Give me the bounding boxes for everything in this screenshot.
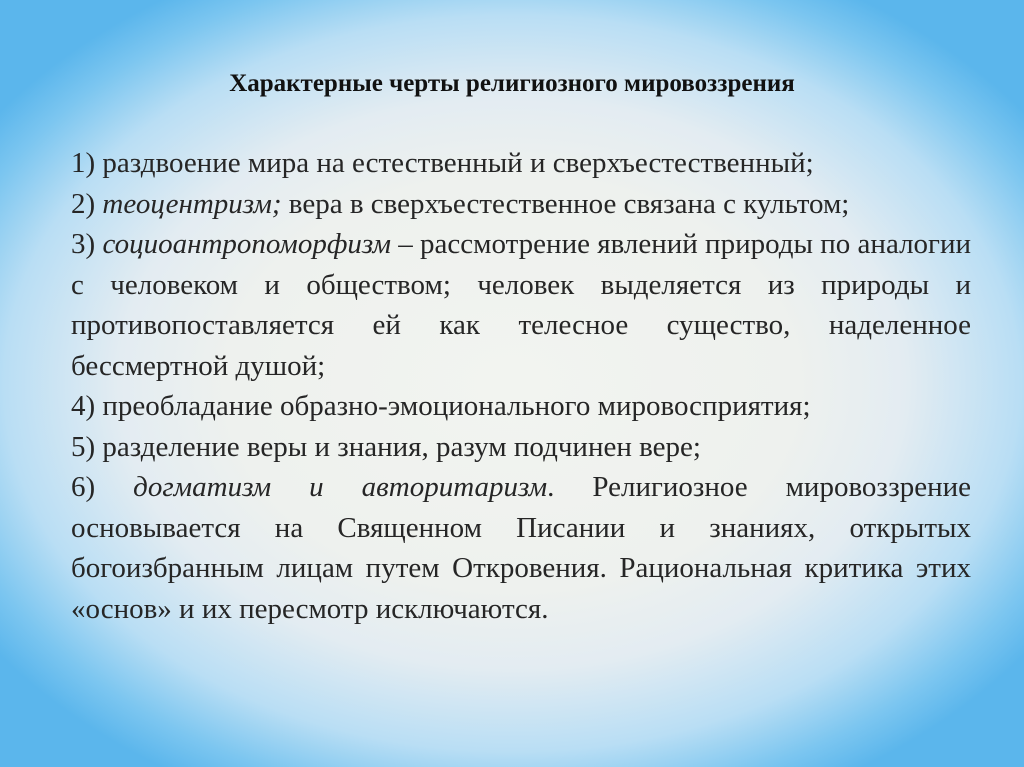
item-text: вера в сверхъестественное связана с культом;	[281, 187, 850, 220]
item-text: . Религиозное мировоззрение основывается на Священном Писании и знаниях, открытых богоизбранным лицам путем Откровения. Рациональная критика этих «основ» и их пересмотр исключаются.	[71, 471, 971, 625]
item-text: 1) раздвоение мира на естественный и сверхъестественный;	[71, 147, 814, 179]
item-text: 4) преобладание образно-эмоционального мировосприятия;	[71, 390, 811, 422]
list-item-6	[71, 467, 971, 629]
item-number: 2)	[71, 187, 103, 220]
list-item-4	[71, 386, 971, 427]
slide-body	[71, 143, 971, 629]
slide-title: Характерные черты религиозного мировоззрения	[229, 70, 795, 97]
item-term: социоантропоморфизм	[102, 228, 392, 260]
list-item-1	[71, 143, 971, 184]
item-term: догматизм и авторитаризм	[133, 471, 548, 503]
list-item-2	[71, 184, 971, 225]
item-term: теоцентризм;	[102, 187, 282, 220]
item-number: 6)	[71, 471, 134, 503]
list-item-3	[71, 224, 971, 386]
list-item-5	[71, 427, 971, 468]
item-text: – рассмотрение явлений природы по аналогии с человеком и обществом; человек выделяется из природы и противопоставляется ей как телесное существо, наделенное бессмертной душой;	[71, 228, 971, 382]
item-text: 5) разделение веры и знания, разум подчинен вере;	[71, 430, 701, 463]
item-number: 3)	[71, 228, 103, 260]
